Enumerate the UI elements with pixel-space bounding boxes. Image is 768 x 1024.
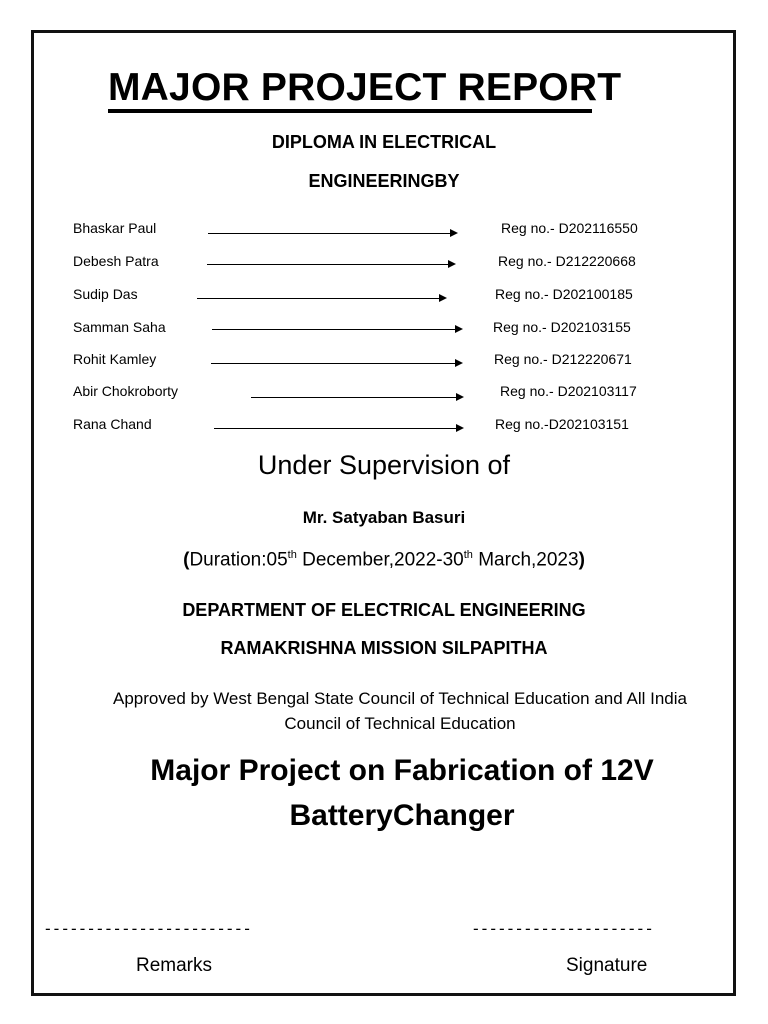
report-title: MAJOR PROJECT REPORT [108, 66, 622, 109]
duration-end: March,2023 [472, 549, 579, 571]
duration-open-paren: ( [183, 549, 190, 571]
member-name: Bhaskar Paul [73, 220, 157, 236]
approval-line-2: Council of Technical Education [284, 714, 516, 733]
arrow-icon [211, 363, 461, 364]
approval-text [60, 686, 740, 736]
member-name: Abir Chokroborty [73, 383, 179, 399]
member-reg: Reg no.-D202103151 [495, 416, 629, 432]
member-reg: Reg no.- D212220671 [494, 351, 632, 367]
signature-dash-line: --------------------- [473, 919, 655, 938]
title-underline [108, 109, 592, 113]
member-reg: Reg no.- D202103155 [493, 319, 631, 335]
diploma-line-2: ENGINEERINGBY [308, 171, 460, 191]
arrow-icon [197, 298, 445, 299]
member-name: Rana Chand [73, 416, 152, 432]
member-reg: Reg no.- D202116550 [501, 220, 638, 236]
supervisor-name: Mr. Satyaban Basuri [302, 508, 466, 527]
diploma-line-1: DIPLOMA IN ELECTRICAL [271, 132, 497, 152]
member-reg: Reg no.- D202103117 [500, 383, 637, 399]
approval-line-1: Approved by West Bengal State Council of Technical Education and All India [113, 689, 687, 708]
duration-suffix-2: th [463, 549, 473, 561]
project-title [0, 748, 768, 838]
arrow-icon [251, 397, 462, 398]
member-name: Samman Saha [73, 319, 166, 335]
member-reg: Reg no.- D202100185 [495, 286, 633, 302]
arrow-icon [212, 329, 461, 330]
institute-name: RAMAKRISHNA MISSION SILPAPITHA [220, 638, 548, 658]
member-reg: Reg no.- D212220668 [498, 253, 636, 269]
supervision-heading: Under Supervision of [257, 450, 511, 480]
remarks-dash-line: ------------------------ [45, 919, 253, 938]
member-name: Rohit Kamley [73, 351, 157, 367]
duration-close-paren: ) [578, 549, 585, 571]
duration-middle: December,2022-30 [296, 549, 464, 571]
arrow-icon [214, 428, 462, 429]
member-name: Debesh Patra [73, 253, 159, 269]
duration-start: Duration:05 [189, 549, 288, 571]
arrow-icon [207, 264, 454, 265]
signature-label: Signature [566, 955, 648, 976]
remarks-label: Remarks [136, 955, 213, 976]
duration-suffix-1: th [287, 549, 297, 561]
project-title-line-1: Major Project on Fabrication of 12V [150, 754, 654, 787]
arrow-icon [208, 233, 456, 234]
member-name: Sudip Das [73, 286, 138, 302]
duration-line [0, 549, 768, 571]
department-name: DEPARTMENT OF ELECTRICAL ENGINEERING [182, 600, 586, 620]
project-title-line-2: BatteryChanger [289, 799, 515, 832]
